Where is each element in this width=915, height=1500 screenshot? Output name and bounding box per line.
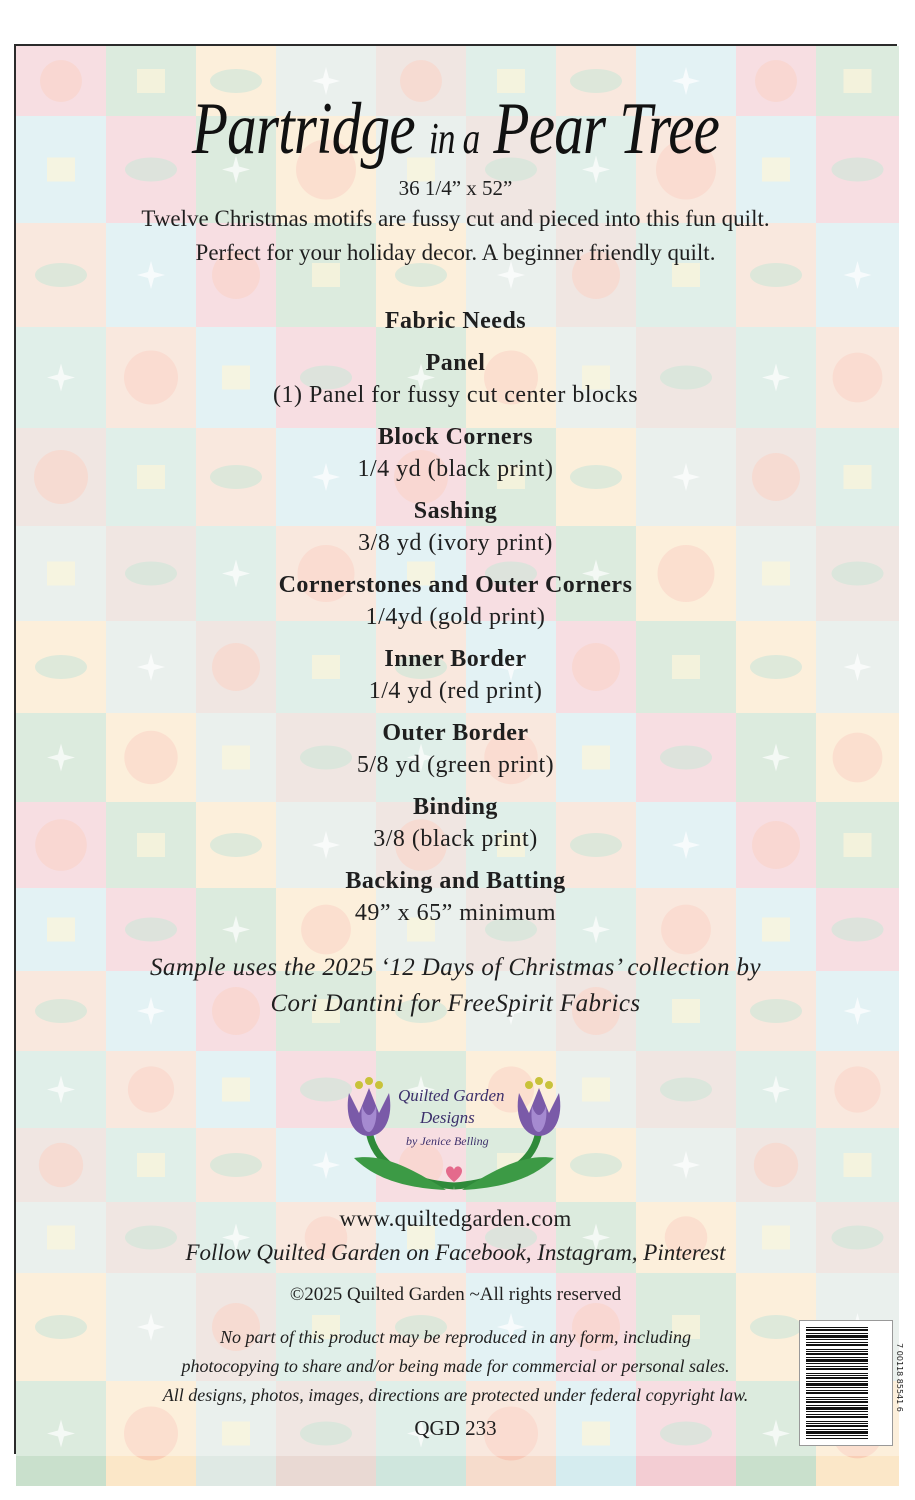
barcode-bar <box>806 1373 868 1374</box>
fabric-amount-outer-border: 5/8 yd (green print) <box>356 752 555 778</box>
barcode-bar <box>806 1357 868 1358</box>
website-link[interactable]: www.quiltedgarden.com <box>339 1206 572 1231</box>
fabric-name-outer-border: Outer Border <box>382 720 529 746</box>
fabric-name-binding: Binding <box>413 794 498 820</box>
fabric-amount-cornerstones: 1/4yd (gold print) <box>365 604 546 630</box>
logo-leaf-left <box>354 1157 446 1190</box>
fabric-name-block-corners: Block Corners <box>377 424 534 450</box>
legal-line-3: All designs, photos, images, directions are protected under federal copyright law. <box>162 1385 749 1405</box>
barcode-bar <box>806 1335 868 1338</box>
barcode-bar <box>806 1411 868 1412</box>
fabric-needs-heading: Fabric Needs <box>384 308 527 334</box>
fabric-amount-backing: 49” x 65” minimum <box>354 900 557 926</box>
logo-line-2: Designs <box>420 1108 475 1127</box>
title-part-3: Pear Tree <box>493 88 720 170</box>
pattern-back-cover <box>14 44 905 1454</box>
fabric-amount-block-corners: 1/4 yd (black print) <box>357 456 554 482</box>
barcode-bar <box>806 1327 868 1328</box>
upc-barcode <box>799 1320 905 1446</box>
barcode-bar <box>806 1359 868 1362</box>
pattern-title <box>104 86 807 182</box>
barcode-bar <box>806 1397 868 1398</box>
barcode-bar <box>806 1416 868 1418</box>
barcode-bar <box>806 1351 868 1352</box>
fabric-amount-sashing: 3/8 yd (ivory print) <box>358 530 553 556</box>
barcode-bars <box>800 1321 892 1445</box>
fabric-amount-panel: (1) Panel for fussy cut center blocks <box>272 382 639 408</box>
barcode-bar <box>806 1342 868 1343</box>
product-code: QGD 233 <box>414 1416 497 1440</box>
barcode-bar <box>806 1399 868 1400</box>
fabric-name-inner-border: Inner Border <box>384 646 527 672</box>
barcode-bar <box>806 1435 868 1436</box>
barcode-bar <box>806 1405 868 1406</box>
barcode-bar <box>806 1363 868 1364</box>
title-part-2: in a <box>428 114 480 163</box>
barcode-bar <box>806 1368 868 1370</box>
barcode-bar <box>806 1421 868 1422</box>
fabric-name-backing: Backing and Batting <box>345 868 566 894</box>
barcode-bar <box>806 1344 868 1346</box>
barcode-bar <box>806 1339 868 1340</box>
barcode-bar <box>806 1349 868 1350</box>
barcode-bar <box>806 1414 868 1415</box>
barcode-bar <box>806 1333 868 1334</box>
logo-leaf-right <box>462 1157 554 1190</box>
barcode-bar <box>806 1401 868 1403</box>
social-follow-text: Follow Quilted Garden on Facebook, Instagram, Pinterest <box>185 1240 726 1265</box>
quilt-size: 36 1/4” x 52” <box>398 176 513 200</box>
fabric-amount-binding: 3/8 (black print) <box>373 826 538 852</box>
logo-line-3: by Jenice Belling <box>406 1134 489 1148</box>
quilted-garden-logo <box>334 1058 574 1208</box>
barcode-bar <box>806 1425 868 1427</box>
barcode-bar <box>806 1438 868 1439</box>
logo-line-1: Quilted Garden <box>398 1086 505 1105</box>
sample-line-2: Cori Dantini for FreeSpirit Fabrics <box>270 990 641 1017</box>
title-part-1: Partridge <box>191 88 415 170</box>
legal-line-1: No part of this product may be reproduced in any form, including <box>220 1327 691 1347</box>
description-line-2: Perfect for your holiday decor. A beginner friendly quilt. <box>195 240 716 265</box>
sample-line-1: Sample uses the 2025 ‘12 Days of Christmas’ collection by <box>150 954 761 981</box>
barcode-bar <box>806 1431 868 1434</box>
barcode-number: 7 00118 85541 6 <box>895 1343 905 1412</box>
barcode-bar <box>806 1392 868 1394</box>
barcode-bar <box>806 1353 868 1355</box>
barcode-bar <box>806 1429 868 1430</box>
heart-icon <box>446 1166 462 1182</box>
barcode-bar <box>806 1387 868 1388</box>
fabric-name-sashing: Sashing <box>413 498 498 524</box>
barcode-bar <box>806 1377 868 1379</box>
barcode-bar <box>806 1375 868 1376</box>
copyright-text: ©2025 Quilted Garden ~All rights reserved <box>289 1284 622 1305</box>
barcode-bar <box>806 1407 868 1410</box>
barcode-bar <box>806 1390 868 1391</box>
fabric-name-panel: Panel <box>425 350 486 376</box>
barcode-bar <box>806 1383 868 1386</box>
fabric-amount-inner-border: 1/4 yd (red print) <box>368 678 543 704</box>
barcode-bar <box>806 1381 868 1382</box>
barcode-bar <box>806 1423 868 1424</box>
fabric-name-cornerstones: Cornerstones and Outer Corners <box>278 572 633 598</box>
barcode-bar <box>806 1366 868 1367</box>
legal-line-2: photocopying to share and/or being made for commercial or personal sales. <box>181 1356 730 1376</box>
description-line-1: Twelve Christmas motifs are fussy cut and pieced into this fun quilt. <box>141 206 770 231</box>
barcode-bar <box>806 1329 868 1331</box>
